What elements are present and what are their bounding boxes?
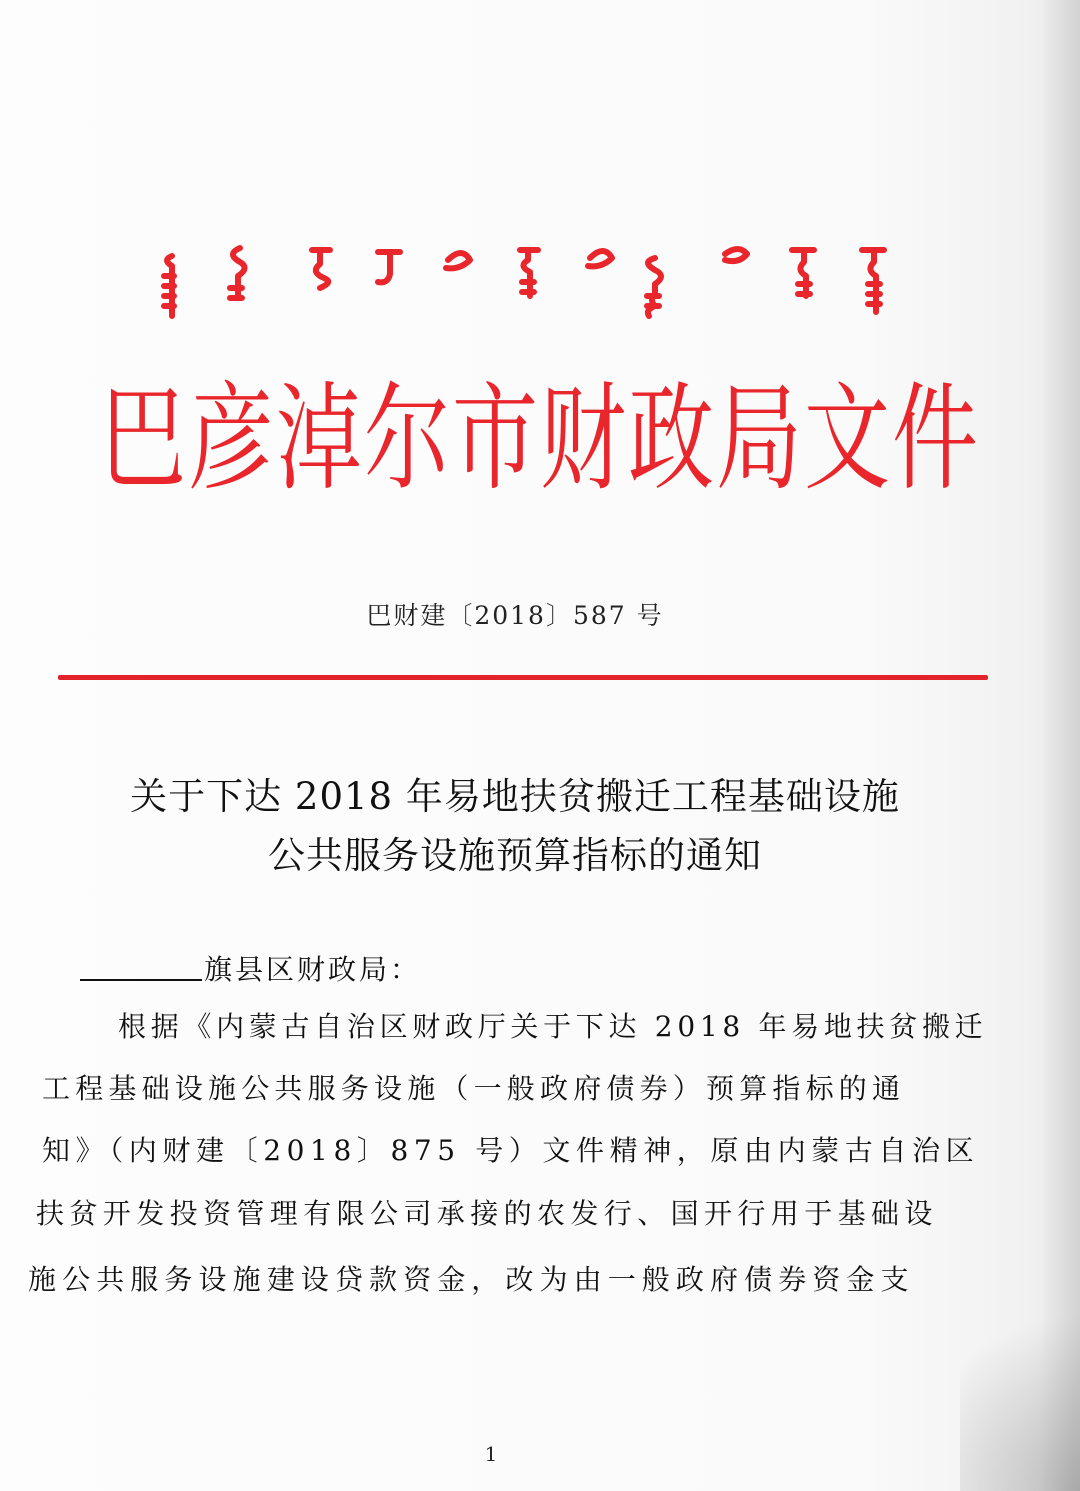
document-title-line-1: 关于下达 2018 年易地扶贫搬迁工程基础设施 [130, 775, 900, 818]
mongolian-script-header [150, 238, 910, 338]
body-line: 施公共服务设施建设贷款资金，改为由一般政府债券资金支 [28, 1263, 915, 1296]
masthead-title: 巴彦淖尔市财政局文件 [100, 372, 980, 507]
addressee-text: 旗县区财政局： [204, 953, 422, 986]
body-line: 工程基础设施公共服务设施（一般政府债券）预算指标的通 [42, 1072, 906, 1105]
document-number: 巴财建〔2018〕587 号 [366, 601, 664, 630]
addressee-line [80, 948, 421, 988]
body-line: 根据《内蒙古自治区财政厅关于下达 2018 年易地扶贫搬迁 [118, 1010, 988, 1043]
body-line: 知》（内财建〔2018〕875 号）文件精神，原由内蒙古自治区 [42, 1134, 980, 1167]
scan-corner-shadow [960, 1271, 1080, 1491]
addressee-blank [80, 951, 202, 981]
document-title-line-2: 公共服务设施预算指标的通知 [268, 834, 762, 877]
scan-edge-shadow [1040, 0, 1080, 1491]
page-number: 1 [484, 1442, 498, 1466]
red-divider-rule [58, 675, 988, 680]
body-line: 扶贫开发投资管理有限公司承接的农发行、国开行用于基础设 [36, 1197, 938, 1230]
